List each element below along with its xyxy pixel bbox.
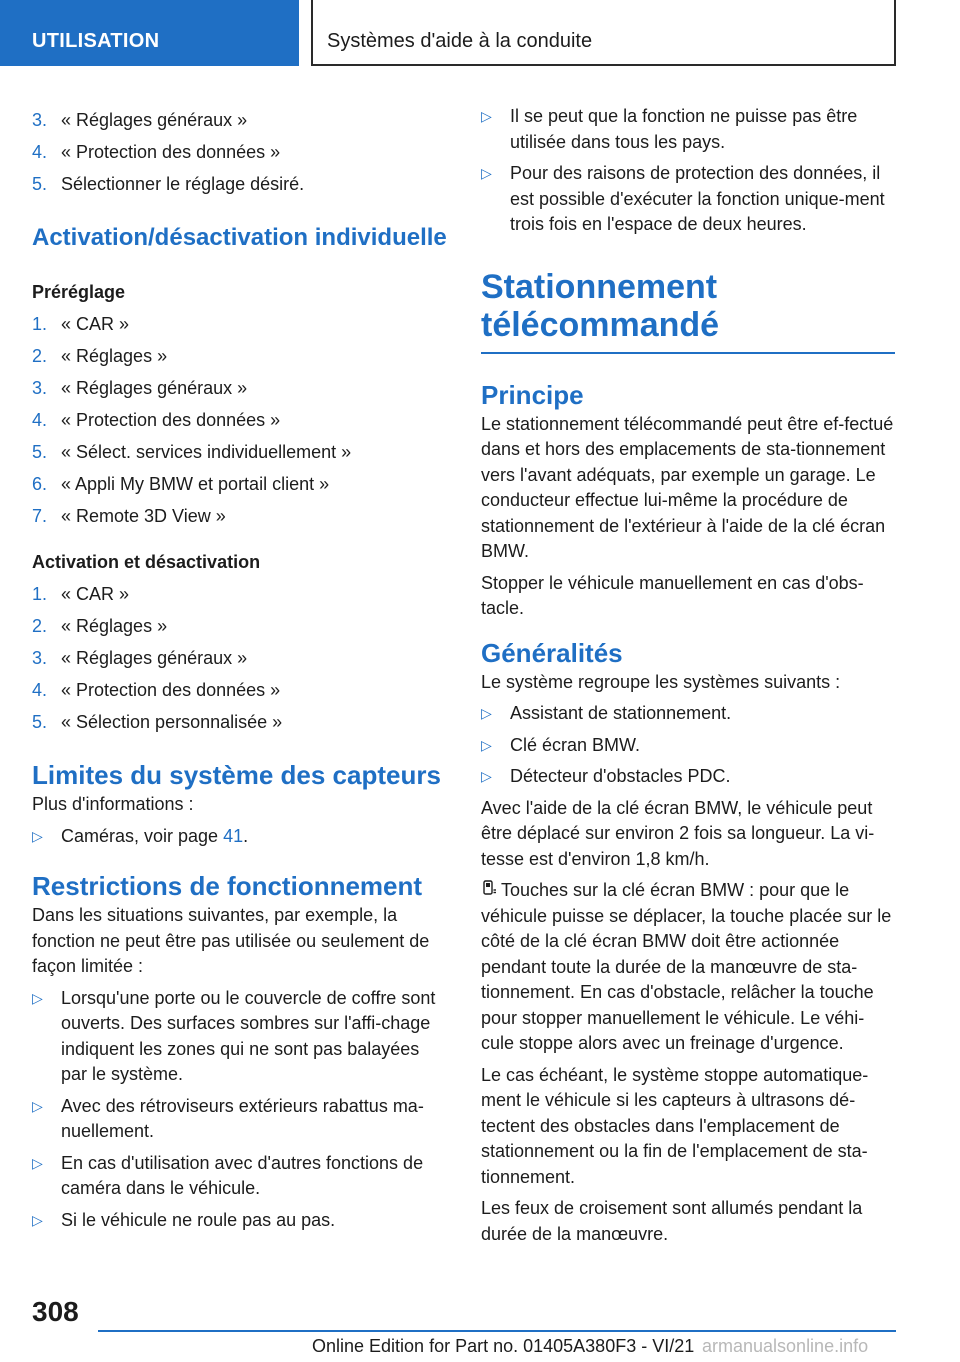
subheading-activation-deactivation: Activation et désactivation xyxy=(32,552,261,572)
bullet-item xyxy=(481,764,897,790)
list-text: « Protection des données » xyxy=(61,410,281,430)
header-section-label: UTILISATION xyxy=(32,30,160,52)
list-text: « CAR » xyxy=(61,314,130,334)
list-text: « Réglages généraux » xyxy=(61,110,248,130)
list-text: « Réglages » xyxy=(61,616,168,636)
bullet-text: Lorsqu'une porte ou le couvercle de coffre sont ouverts. Des surfaces sombres sur l'affi-chage indiquent les zones qui ne sont pas balayées par le système. xyxy=(61,987,436,1084)
page-number: 308 xyxy=(32,1296,79,1327)
list-item xyxy=(32,136,448,168)
triangle-bullet-icon: ▷ xyxy=(32,1154,43,1171)
list-number: 5. xyxy=(32,712,48,732)
header-section-tab xyxy=(0,0,299,66)
bullet-text: En cas d'utilisation avec d'autres fonctions de caméra dans le véhicule. xyxy=(61,1152,424,1198)
list-number: 5. xyxy=(32,174,48,194)
bullet-text: Clé écran BMW. xyxy=(510,734,641,755)
heading-restrictions: Restrictions de fonctionnement xyxy=(32,871,423,901)
paragraph-more-info: Plus d'informations : xyxy=(32,794,194,814)
bullet-text: Pour des raisons de protection des données, il est possible d'exécuter la fonction unique-ment trois fois en l'espace de deux heures. xyxy=(510,163,885,234)
list-item xyxy=(32,168,448,200)
list-text: « Réglages généraux » xyxy=(61,378,248,398)
bullet-text: Assistant de stationnement. xyxy=(510,703,732,723)
triangle-bullet-icon: ▷ xyxy=(481,768,492,784)
list-number: 4. xyxy=(32,410,48,430)
heading-general: Généralités xyxy=(481,637,623,668)
triangle-bullet-icon: ▷ xyxy=(32,827,43,844)
bullet-item xyxy=(32,1208,448,1234)
list-number: 4. xyxy=(32,142,48,162)
list-text: « Remote 3D View » xyxy=(61,506,226,526)
right-column xyxy=(481,104,897,1247)
preset-steps-list xyxy=(32,308,448,532)
header-chapter-label: Systèmes d'aide à la conduite xyxy=(327,30,593,52)
list-item xyxy=(32,468,448,500)
list-number: 5. xyxy=(32,442,48,462)
triangle-bullet-icon: ▷ xyxy=(481,736,492,753)
bullet-item xyxy=(32,824,448,850)
left-column xyxy=(32,104,448,1233)
list-text: « CAR » xyxy=(61,584,130,604)
list-number: 2. xyxy=(32,346,48,366)
footer-edition: Online Edition for Part no. 01405A380F3 - VI/21 xyxy=(312,1336,695,1356)
list-item xyxy=(32,308,448,340)
list-number: 3. xyxy=(32,378,48,398)
title-divider xyxy=(481,352,895,354)
paragraph-keys-text: Touches sur la clé écran BMW : pour que le véhicule puisse se déplacer, la touche placée sur le côté de la clé écran BMW doit être actionnée pendant toute la durée de la manœuvre de sta-tionnement. En cas d'obstacle, relâcher la touche pour stopper manuellement le véhicule. Le véhi-cule stoppe alors avec un freinage d'urgence. xyxy=(481,880,892,1053)
list-number: 6. xyxy=(32,474,48,494)
list-item xyxy=(32,674,448,706)
list-text: « Appli My BMW et portail client » xyxy=(61,474,330,494)
bullet-text: Détecteur d'obstacles PDC. xyxy=(510,766,731,786)
paragraph-stop: Stopper le véhicule manuellement en cas d'obs-tacle. xyxy=(481,572,864,618)
bullet-text: Avec des rétroviseurs extérieurs rabattus ma-nuellement. xyxy=(61,1095,424,1141)
bullet-item xyxy=(481,104,897,155)
bullet-text xyxy=(61,824,448,850)
bullet-item xyxy=(32,986,448,1088)
list-number: 2. xyxy=(32,616,48,636)
list-number: 1. xyxy=(32,584,48,604)
bullet-item xyxy=(481,733,897,759)
list-item xyxy=(32,706,448,738)
paragraph-restrictions-intro: Dans les situations suivantes, par exemple, la fonction ne peut être pas utilisée ou seulement de façon limitée : xyxy=(32,905,430,976)
list-item xyxy=(32,104,448,136)
key-fob-button-icon xyxy=(481,880,497,898)
activation-steps-list xyxy=(32,578,448,738)
list-text: « Protection des données » xyxy=(61,142,281,162)
chapter-title: Stationnement télécommandé xyxy=(481,267,720,344)
list-text: Sélectionner le réglage désiré. xyxy=(61,174,305,194)
heading-principle: Principe xyxy=(481,379,584,410)
triangle-bullet-icon: ▷ xyxy=(32,989,43,1006)
bullet-text-part: Caméras, voir page xyxy=(61,825,224,846)
paragraph-auto-stop: Le cas échéant, le système stoppe automatique-ment le véhicule si les capteurs à ultrasons dé-tectent des obstacles dans l'emplacement de stationnement ou la fin de l'emplacement de sta-tionnement. xyxy=(481,1064,869,1187)
list-text: « Protection des données » xyxy=(61,680,281,700)
paragraph-principle: Le stationnement télécommandé peut être ef-fectué dans et hors des emplacements de sta-tionnement vers l'avant adéquats, par exemple un garage. Le conducteur effectue lui-même la procédure de stationnement de l'extérieur à l'aide de la clé écran BMW. xyxy=(481,413,894,561)
triangle-bullet-icon: ▷ xyxy=(481,705,492,721)
bullet-text: Si le véhicule ne roule pas au pas. xyxy=(61,1209,336,1230)
list-number: 3. xyxy=(32,648,48,668)
triangle-bullet-icon: ▷ xyxy=(481,165,492,181)
bullet-item xyxy=(481,161,897,238)
list-text: « Réglages » xyxy=(61,346,168,366)
triangle-bullet-icon: ▷ xyxy=(32,1211,43,1228)
bullet-text: Il se peut que la fonction ne puisse pas être utilisée dans tous les pays. xyxy=(510,106,858,152)
list-number: 4. xyxy=(32,680,48,700)
list-number: 1. xyxy=(32,314,48,334)
list-item xyxy=(32,578,448,610)
list-item xyxy=(32,642,448,674)
heading-activation: Activation/désactivation individuelle xyxy=(32,224,447,251)
header-chapter-box xyxy=(311,0,896,66)
list-item xyxy=(32,340,448,372)
list-item xyxy=(32,610,448,642)
list-text: « Réglages généraux » xyxy=(61,648,248,668)
subheading-preset: Préréglage xyxy=(32,282,126,302)
list-number: 3. xyxy=(32,110,48,130)
paragraph-lights: Les feux de croisement sont allumés pendant la durée de la manœuvre. xyxy=(481,1198,863,1244)
list-item xyxy=(32,500,448,532)
footer-watermark: armanualsonline.info xyxy=(702,1336,869,1356)
steps-list-top xyxy=(32,104,448,200)
list-text: « Sélection personnalisée » xyxy=(61,712,283,732)
page-reference-link[interactable]: 41 xyxy=(223,825,244,846)
bullet-item xyxy=(481,701,897,727)
triangle-bullet-icon: ▷ xyxy=(32,1097,43,1114)
list-text: « Sélect. services individuellement » xyxy=(61,442,352,462)
list-item xyxy=(32,436,448,468)
paragraph-movement: Avec l'aide de la clé écran BMW, le véhicule peut être déplacé sur environ 2 fois sa longueur. La vi-tesse est d'environ 1,8 km/h. xyxy=(481,797,875,869)
heading-sensor-limits: Limites du système des capteurs xyxy=(32,760,441,790)
bullet-text-part: . xyxy=(243,825,249,846)
paragraph-general-intro: Le système regroupe les systèmes suivants : xyxy=(481,671,841,692)
triangle-bullet-icon: ▷ xyxy=(481,108,492,124)
paragraph-keys xyxy=(481,878,897,1057)
bullet-item xyxy=(32,1094,448,1145)
list-number: 7. xyxy=(32,506,48,526)
list-item xyxy=(32,404,448,436)
bullet-item xyxy=(32,1151,448,1202)
footer-divider xyxy=(98,1330,896,1332)
list-item xyxy=(32,372,448,404)
